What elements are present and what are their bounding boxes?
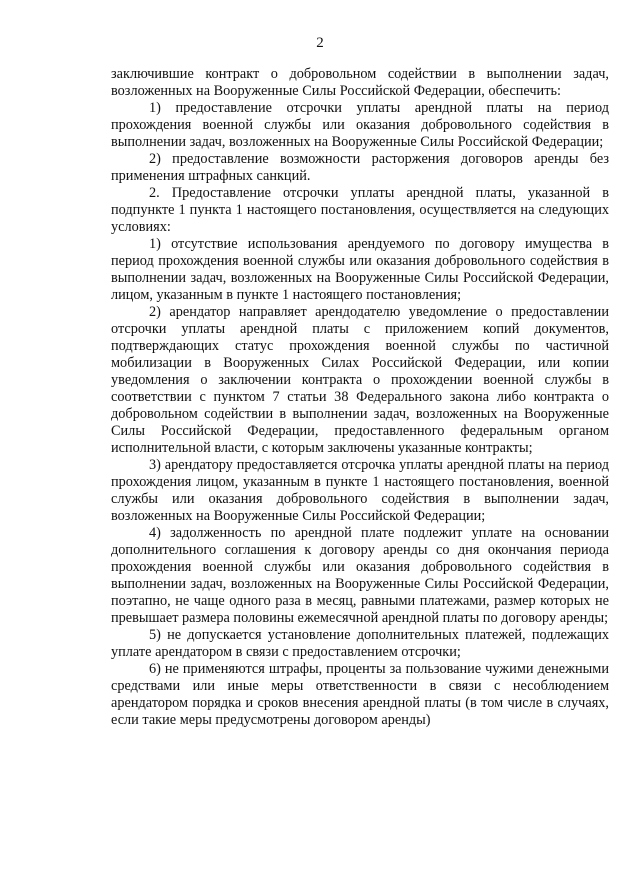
paragraph-item-1-1: 1) предоставление отсрочки уплаты арендной платы на период прохождения военной службы или оказания добровольного содействия в выполнении задач, возложенных на Вооруженные Силы Российской Федерации; [111, 100, 609, 150]
page-number: 2 [316, 35, 324, 51]
paragraph-condition-4: 4) задолженность по арендной плате подлежит уплате на основании дополнительного соглашения к договору аренды со дня окончания периода прохождения военной службы или оказания добровольного содействия в выполнении задач, возложенных на Вооруженные Силы Российской Федерации, поэтапно, не чаще одного раза в месяц, равными платежами, размер которых не превышает размера половины ежемесячной арендной платы по договору аренды; [111, 525, 609, 626]
paragraph-item-1-2: 2) предоставление возможности расторжения договоров аренды без применения штрафных санкций. [111, 151, 609, 184]
paragraph-condition-1: 1) отсутствие использования арендуемого по договору имущества в период прохождения военной службы или оказания добровольного содействия в выполнении задач, возложенных на Вооруженные Силы Российской Федерации, лицом, указанным в пункте 1 настоящего постановления; [111, 236, 609, 303]
paragraph-condition-6: 6) не применяются штрафы, проценты за пользование чужими денежными средствами или иные меры ответственности в связи с несоблюдением арендатором порядка и сроков внесения арендной платы (в том числе в случаях, если такие меры предусмотрены договором аренды) [111, 661, 609, 728]
paragraph-condition-2: 2) арендатор направляет арендодателю уведомление о предоставлении отсрочки уплаты арендной платы с приложением копий документов, подтверждающих статус прохождения военной службы по частичной мобилизации в Вооруженных Силах Российской Федерации, или копии уведомления о заключении контракта о прохождении военной службы в соответствии с пунктом 7 статьи 38 Федерального закона либо контракта о добровольном содействии в выполнении задач, возложенных на Вооруженные Силы Российской Федерации, предоставленного федеральным органом исполнительной власти, с которым заключены указанные контракты; [111, 304, 609, 456]
paragraph-clause-2: 2. Предоставление отсрочки уплаты арендной платы, указанной в подпункте 1 пункта 1 настоящего постановления, осуществляется на следующих условиях: [111, 185, 609, 235]
paragraph-condition-3: 3) арендатору предоставляется отсрочка уплаты арендной платы на период прохождения лицом, указанным в пункте 1 настоящего постановления, военной службы или оказания добровольного содействия в выполнении задач, возложенных на Вооруженные Силы Российской Федерации; [111, 457, 609, 524]
document-body [111, 66, 609, 729]
paragraph-intro-continuation: заключившие контракт о добровольном содействии в выполнении задач, возложенных на Вооруженные Силы Российской Федерации, обеспечить: [111, 66, 609, 99]
paragraph-condition-5: 5) не допускается установление дополнительных платежей, подлежащих уплате арендатором в связи с предоставлением отсрочки; [111, 627, 609, 660]
